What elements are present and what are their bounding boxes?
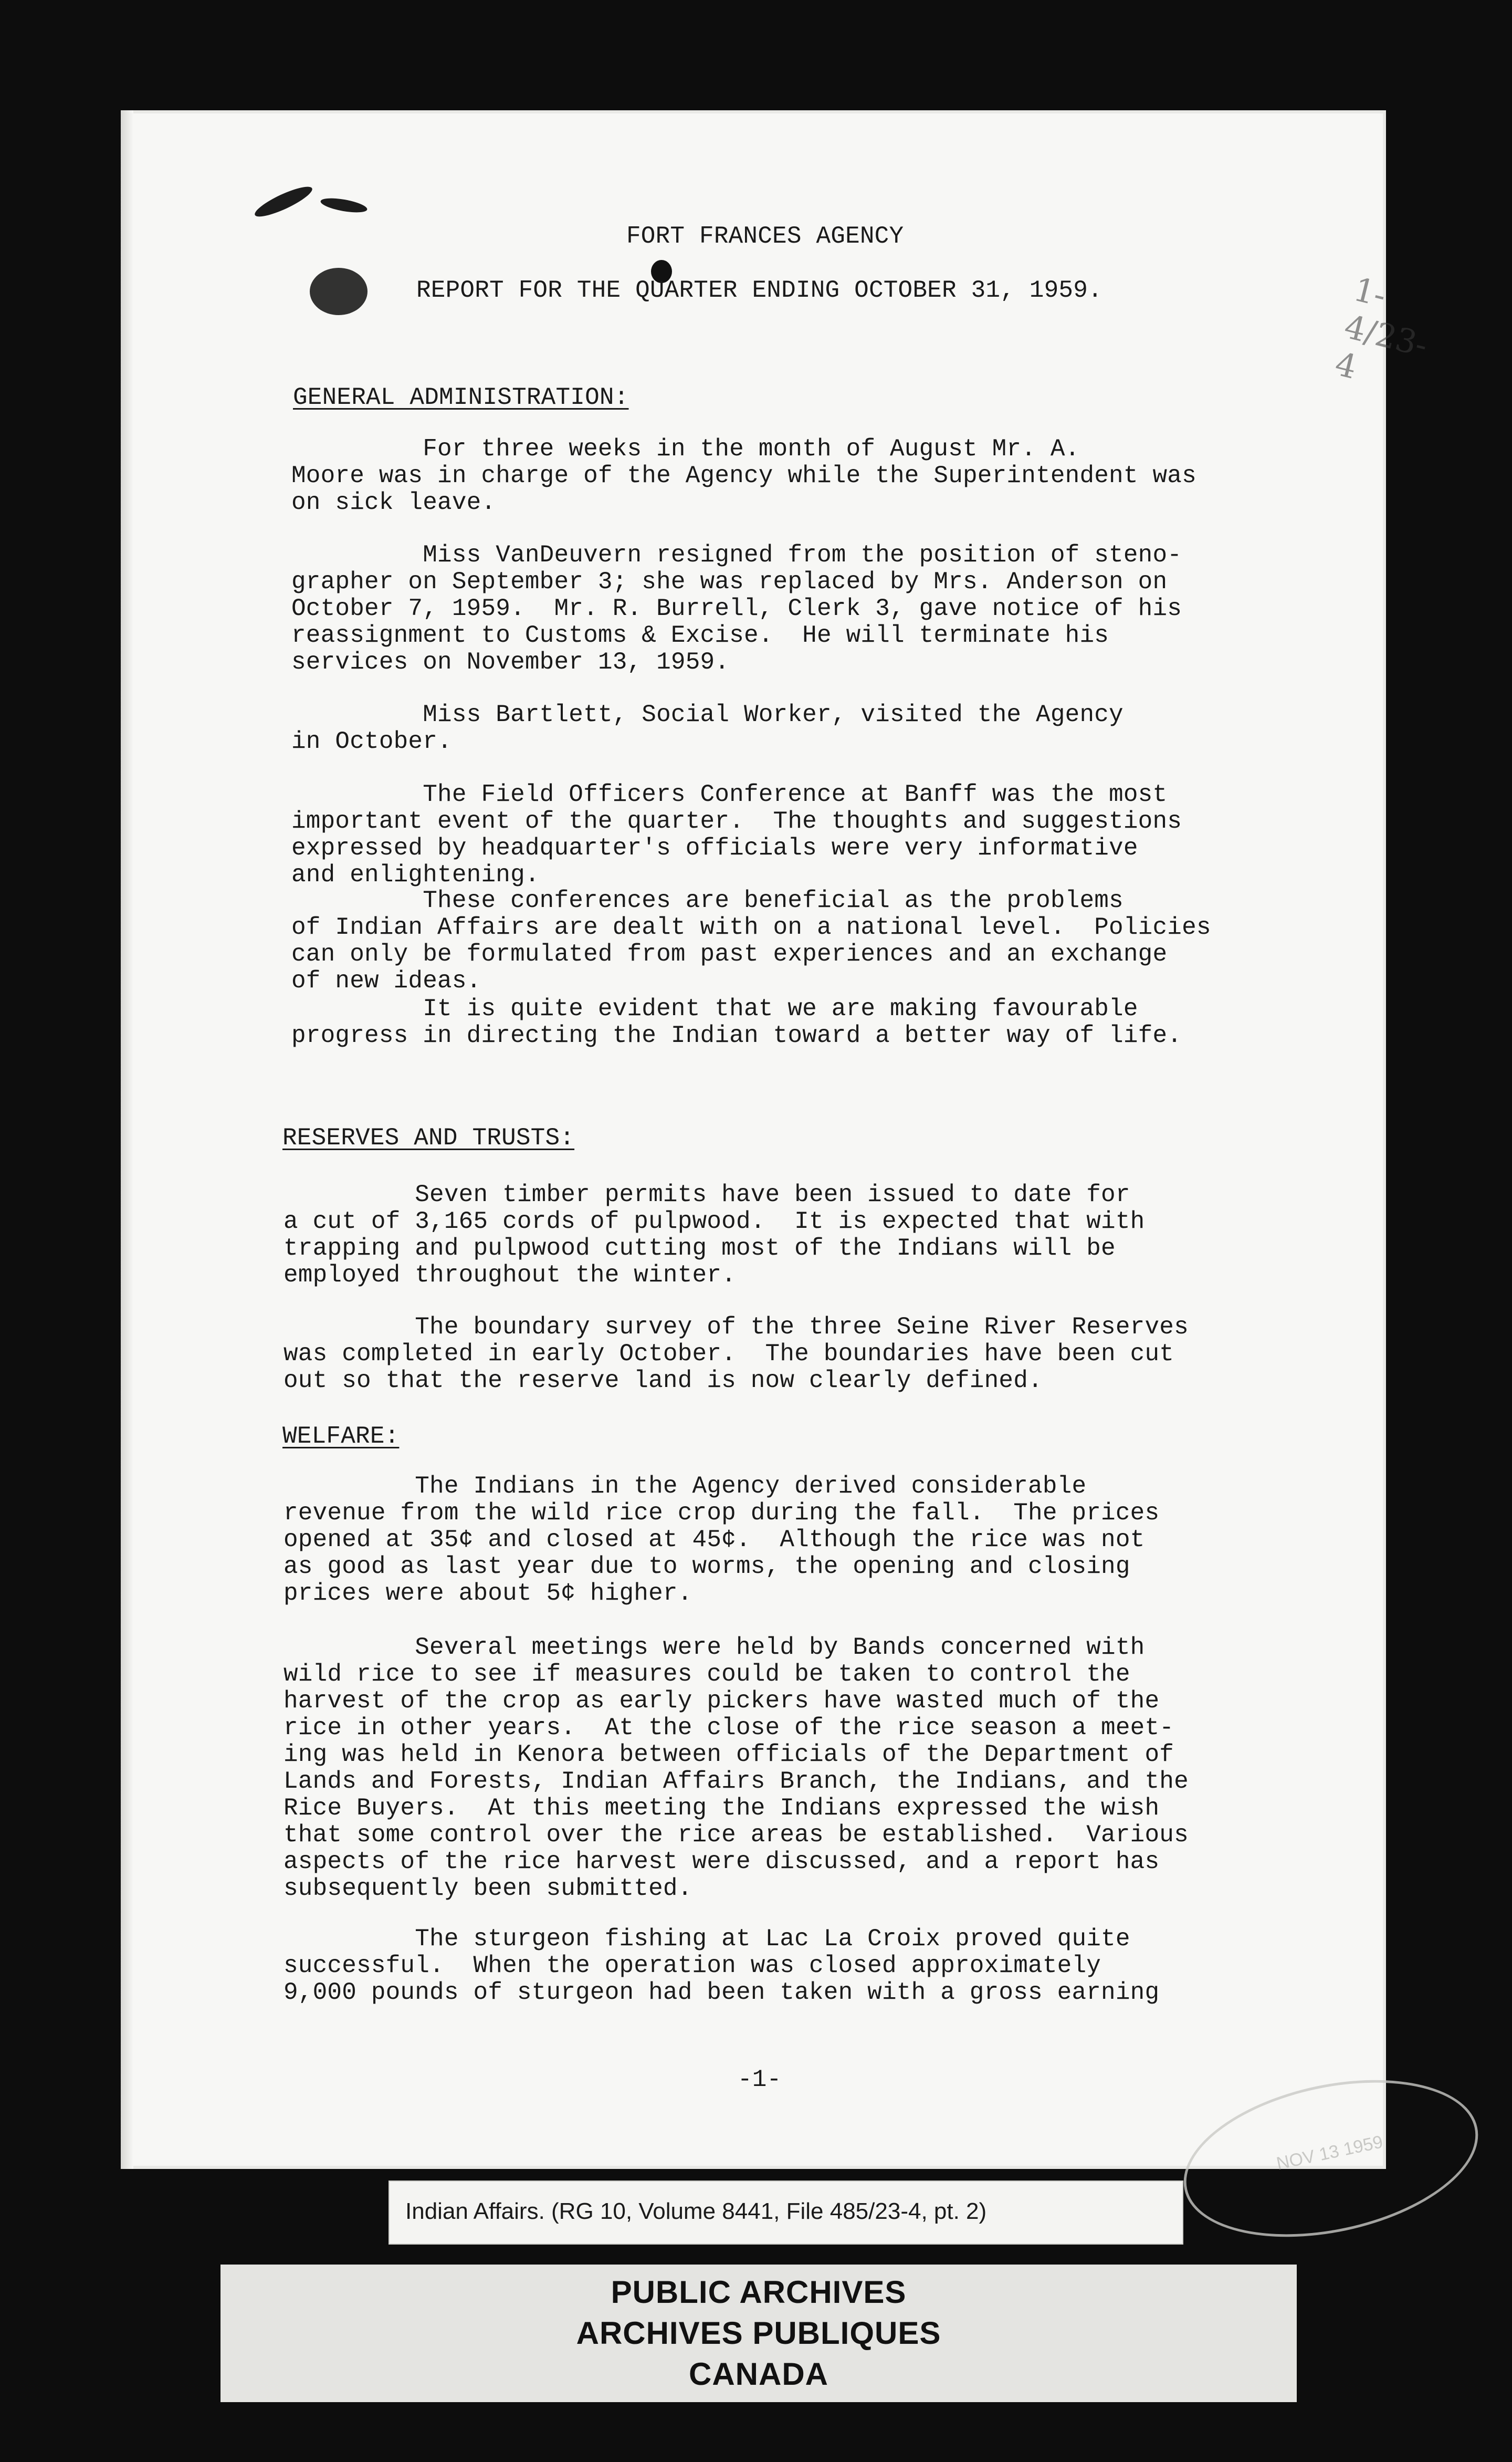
body-line: opened at 35¢ and closed at 45¢. Although the rice was not (284, 1526, 1145, 1553)
body-line: services on November 13, 1959. (291, 649, 730, 676)
body-line: that some control over the rice areas be established. Various (284, 1821, 1189, 1849)
body-line: reassignment to Customs & Excise. He will terminate his (291, 622, 1109, 649)
archives-line-french: ARCHIVES PUBLIQUES (576, 2315, 941, 2351)
body-line: out so that the reserve land is now clearly defined. (284, 1367, 1043, 1394)
archives-line-english: PUBLIC ARCHIVES (611, 2275, 907, 2310)
body-line: Several meetings were held by Bands concerned with (284, 1634, 1145, 1661)
body-line: trapping and pulpwood cutting most of the Indians will be (284, 1235, 1116, 1262)
body-line: as good as last year due to worms, the opening and closing (284, 1553, 1130, 1580)
body-line: The Indians in the Agency derived considerable (284, 1473, 1087, 1500)
body-line: ing was held in Kenora between officials of the Department of (284, 1741, 1174, 1768)
body-line: employed throughout the winter. (284, 1261, 736, 1289)
archives-line-country: CANADA (689, 2356, 828, 2392)
report-title: REPORT FOR THE QUARTER ENDING OCTOBER 31, 1959. (416, 277, 1102, 304)
body-line: rice in other years. At the close of the rice season a meet- (284, 1714, 1174, 1741)
body-line: successful. When the operation was closed approximately (284, 1952, 1101, 1979)
body-line: progress in directing the Indian toward a better way of life. (291, 1022, 1182, 1049)
body-line: Lands and Forests, Indian Affairs Branch, the Indians, and the (284, 1768, 1189, 1795)
body-line: can only be formulated from past experiences and an exchange (291, 941, 1168, 968)
body-line: and enlightening. (291, 861, 540, 889)
body-line: prices were about 5¢ higher. (284, 1580, 692, 1607)
body-line: Miss VanDeuvern resigned from the position of steno- (291, 541, 1182, 569)
body-line: It is quite evident that we are making favourable (291, 995, 1138, 1023)
body-line: aspects of the rice harvest were discussed, and a report has (284, 1848, 1160, 1875)
body-line: Moore was in charge of the Agency while the Superintendent was (291, 462, 1196, 489)
agency-title: FORT FRANCES AGENCY (626, 223, 904, 250)
body-line: of new ideas. (291, 967, 481, 995)
body-line: These conferences are beneficial as the problems (291, 887, 1124, 914)
body-line: was completed in early October. The boundaries have been cut (284, 1340, 1174, 1368)
body-line: harvest of the crop as early pickers have wasted much of the (284, 1687, 1160, 1715)
body-line: October 7, 1959. Mr. R. Burrell, Clerk 3, gave notice of his (291, 595, 1182, 622)
body-line: grapher on September 3; she was replaced by Mrs. Anderson on (291, 568, 1168, 596)
stamp-date: NOV 13 1959 (1274, 2132, 1385, 2174)
archive-caption-box (388, 2181, 1183, 2245)
body-line: important event of the quarter. The thoughts and suggestions (291, 808, 1182, 835)
handwritten-file-reference: 1-4/23-4 (1331, 269, 1432, 387)
document-page (121, 110, 1432, 2174)
body-line: of Indian Affairs are dealt with on a national level. Policies (291, 914, 1211, 941)
page-number: -1- (738, 2066, 782, 2093)
body-line: a cut of 3,165 cords of pulpwood. It is expected that with (284, 1208, 1145, 1235)
public-archives-label (220, 2265, 1297, 2402)
body-line: subsequently been submitted. (284, 1875, 692, 1902)
body-line: The boundary survey of the three Seine River Reserves (284, 1313, 1189, 1341)
body-line: Miss Bartlett, Social Worker, visited the Agency (291, 701, 1124, 728)
body-line: Seven timber permits have been issued to date for (284, 1181, 1130, 1208)
body-line: wild rice to see if measures could be taken to control the (284, 1661, 1130, 1688)
section-heading-general-administration: GENERAL ADMINISTRATION: (293, 384, 629, 411)
body-line: on sick leave. (291, 489, 496, 516)
body-line: expressed by headquarter's officials were very informative (291, 834, 1138, 862)
document-text (121, 110, 1386, 2169)
body-line: 9,000 pounds of sturgeon had been taken with a gross earning (284, 1979, 1160, 2006)
body-line: The sturgeon fishing at Lac La Croix proved quite (284, 1925, 1130, 1953)
section-heading-reserves-and-trusts: RESERVES AND TRUSTS: (282, 1124, 575, 1152)
section-heading-welfare: WELFARE: (282, 1423, 400, 1450)
body-line: The Field Officers Conference at Banff was the most (291, 781, 1168, 808)
archive-caption: Indian Affairs. (RG 10, Volume 8441, File 485/23-4, pt. 2) (405, 2198, 987, 2224)
body-line: revenue from the wild rice crop during the fall. The prices (284, 1499, 1160, 1527)
body-line: For three weeks in the month of August Mr. A. (291, 435, 1080, 463)
body-line: in October. (291, 728, 452, 755)
body-line: Rice Buyers. At this meeting the Indians expressed the wish (284, 1795, 1160, 1822)
